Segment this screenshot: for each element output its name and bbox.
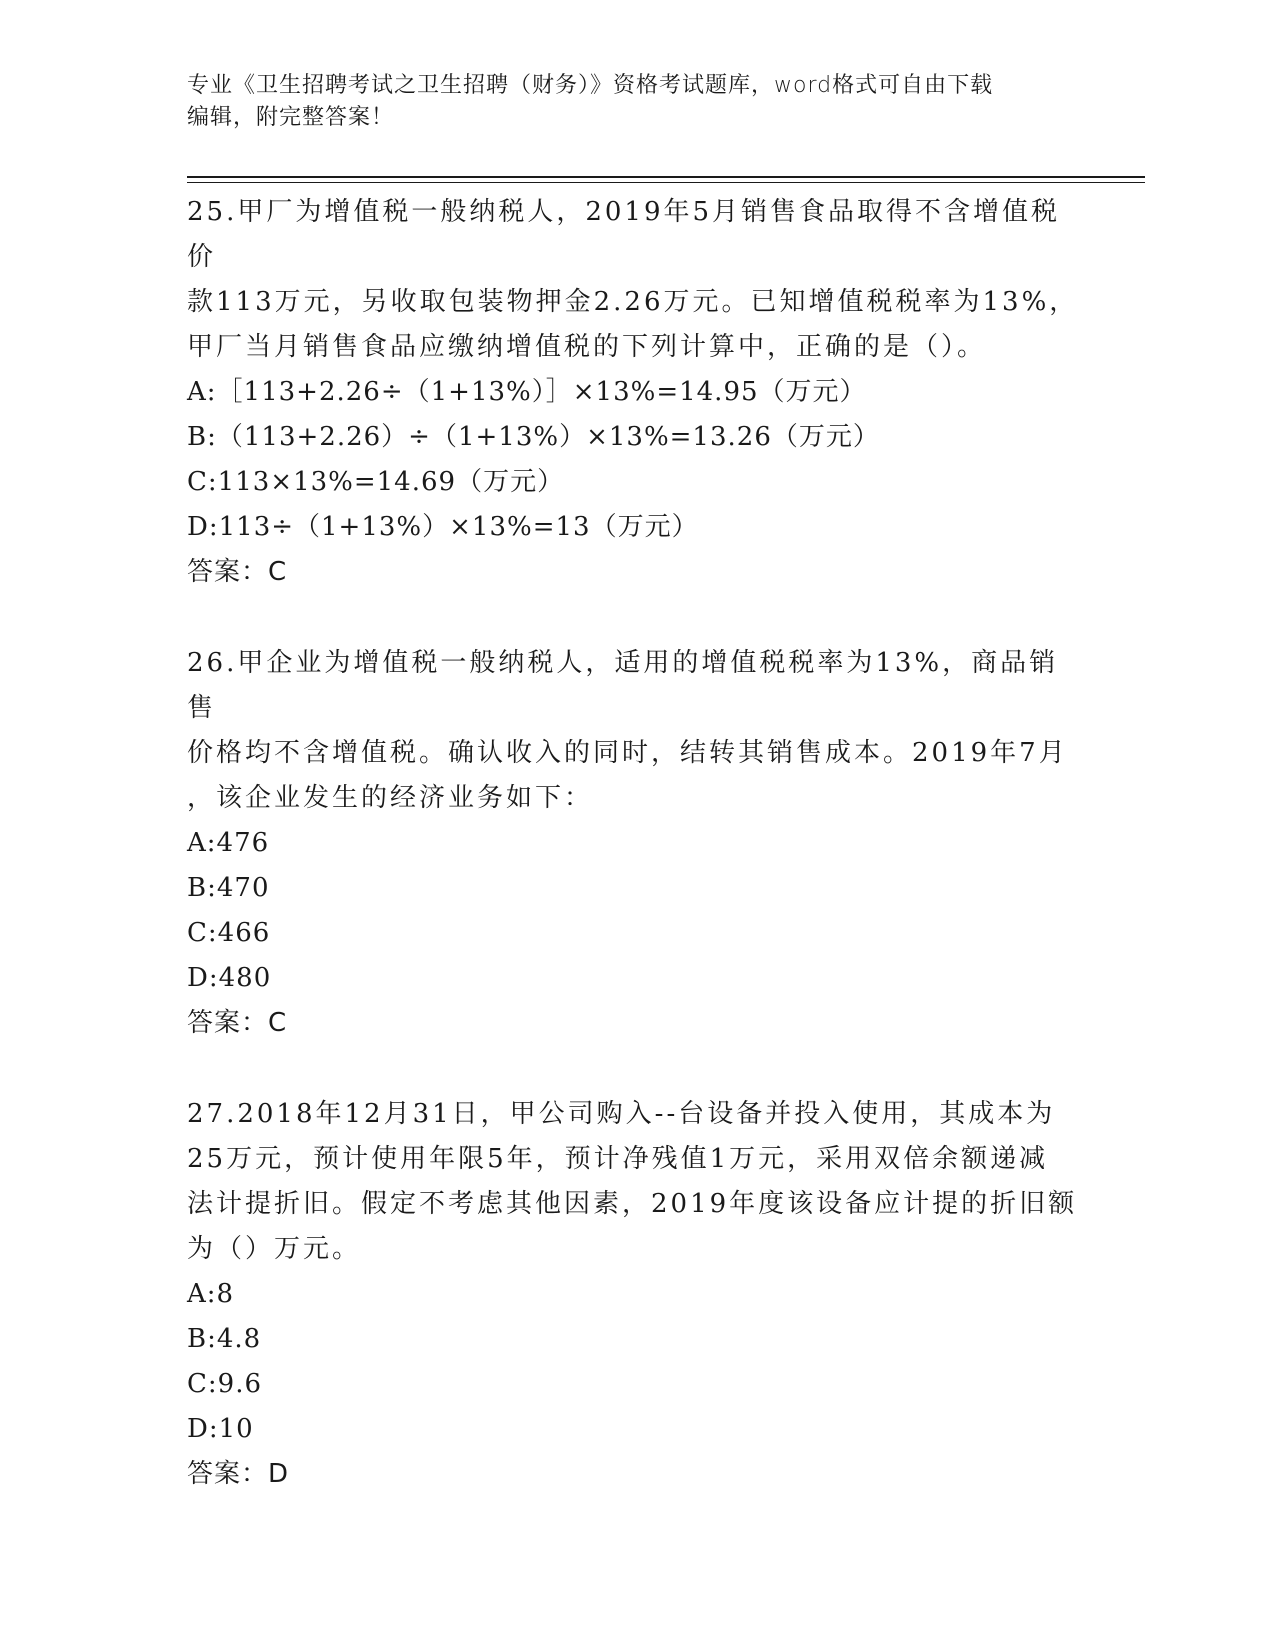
header-line-2: 编辑，附完整答案！: [187, 105, 395, 130]
stem-line: 甲厂当月销售食品应缴纳增值税的下列计算中，正确的是（）。: [187, 332, 987, 362]
option-d: D:480: [187, 963, 272, 993]
header-divider-thin: [187, 182, 1145, 183]
option-a: A:476: [187, 828, 270, 858]
stem-line: 25.甲厂为增值税一般纳税人，2019年5月销售食品取得不含增值税价: [187, 197, 1061, 272]
option-a: A:8: [187, 1279, 235, 1309]
stem-line: ，该企业发生的经济业务如下：: [187, 783, 594, 813]
answer: 答案：C: [187, 557, 288, 587]
stem-line: 26.甲企业为增值税一般纳税人，适用的增值税税率为13%，商品销售: [187, 648, 1059, 723]
option-b: B:（113+2.26）÷（1+13%）×13%=13.26（万元）: [187, 422, 880, 452]
option-d: D:113÷（1+13%）×13%=13（万元）: [187, 512, 699, 542]
header-line-1: 专业《卫生招聘考试之卫生招聘（财务）》资格考试题库，word格式可自由下载: [187, 73, 994, 98]
option-c: C:9.6: [187, 1369, 263, 1399]
option-c: C:466: [187, 918, 271, 948]
question-25: [187, 190, 1087, 595]
question-stem: [187, 641, 1087, 821]
question-stem: [187, 190, 1087, 370]
option-d: D:10: [187, 1414, 254, 1444]
stem-line: 法计提折旧。假定不考虑其他因素，2019年度该设备应计提的折旧额: [187, 1189, 1078, 1219]
stem-line: 27.2018年12月31日，甲公司购入--台设备并投入使用，其成本为: [187, 1099, 1056, 1129]
option-a: A:［113+2.26÷（1+13%）］×13%=14.95（万元）: [187, 377, 867, 407]
stem-line: 为（）万元。: [187, 1234, 362, 1264]
question-27: [187, 1092, 1087, 1497]
option-b: B:470: [187, 873, 270, 903]
question-stem: [187, 1092, 1087, 1272]
header-divider-thick: [187, 176, 1145, 178]
stem-line: 25万元，预计使用年限5年，预计净残值1万元，采用双倍余额递减: [187, 1144, 1049, 1174]
question-26: [187, 641, 1087, 1046]
answer: 答案：C: [187, 1008, 288, 1038]
stem-line: 价格均不含增值税。确认收入的同时，结转其销售成本。2019年7月: [187, 738, 1068, 768]
option-b: B:4.8: [187, 1324, 262, 1354]
answer: 答案：D: [187, 1459, 290, 1489]
option-c: C:113×13%=14.69（万元）: [187, 467, 565, 497]
question-list: [187, 190, 1087, 1543]
stem-line: 款113万元，另收取包装物押金2.26万元。已知增值税税率为13%，: [187, 287, 1079, 317]
document-header: [187, 70, 1067, 134]
